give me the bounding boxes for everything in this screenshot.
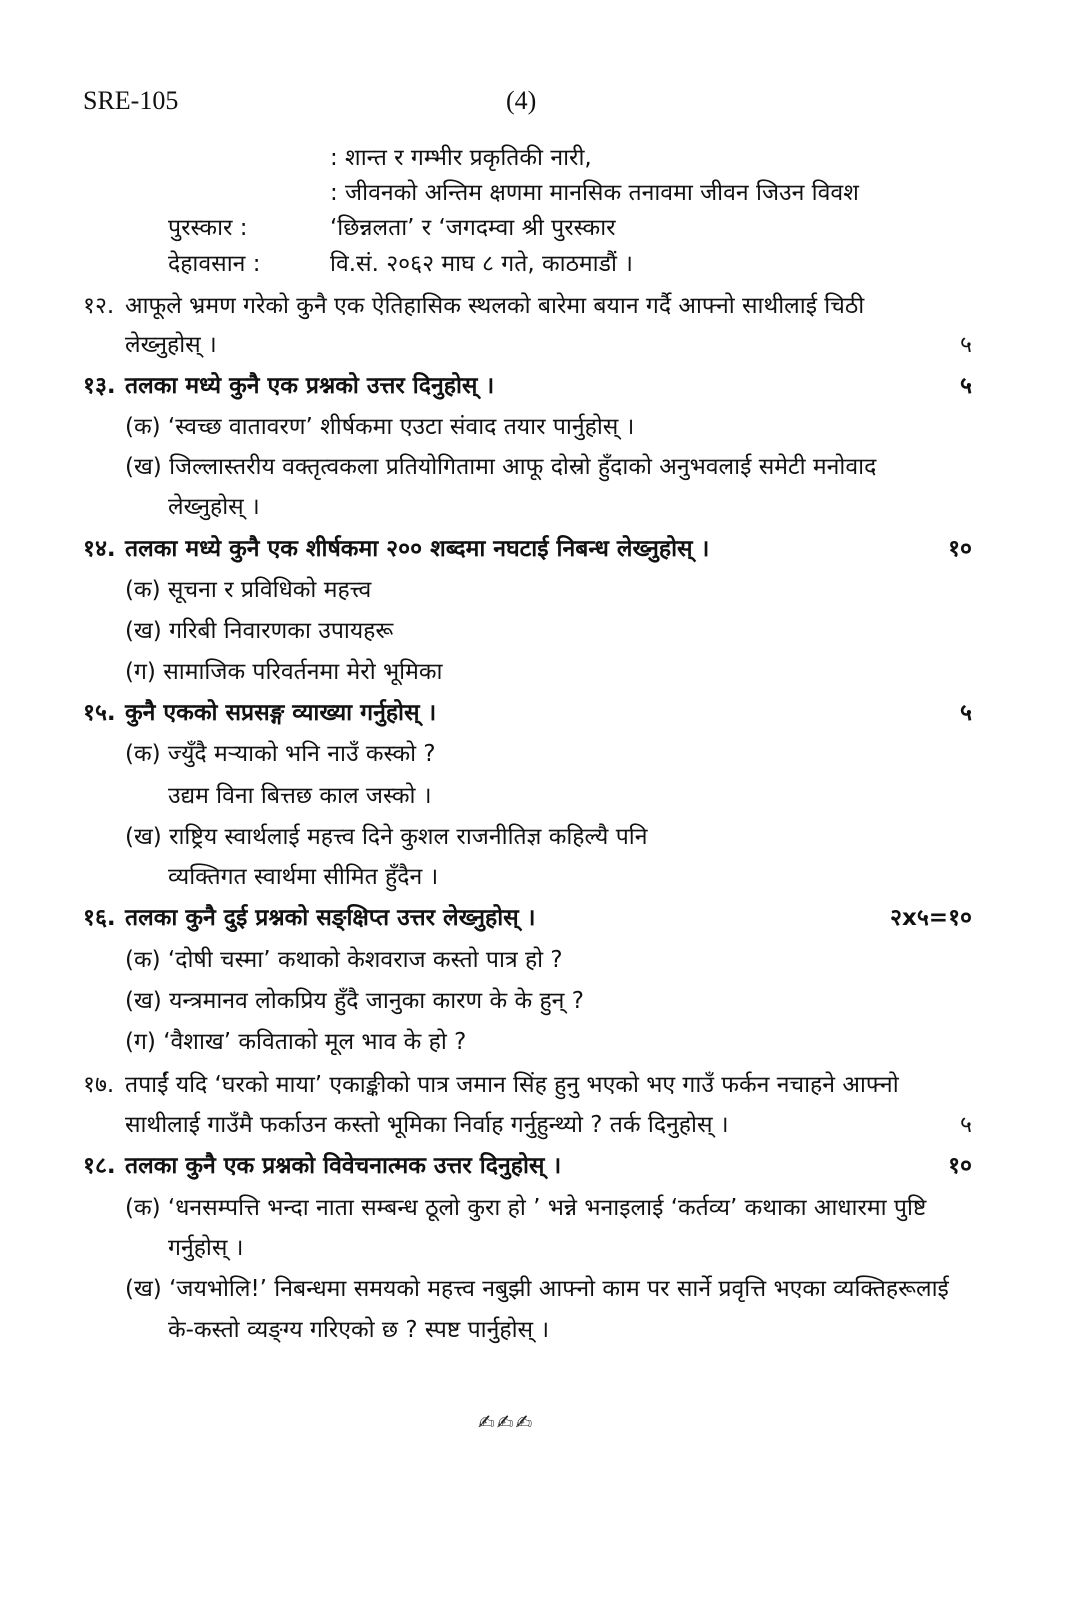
- q12-line-2: लेख्नुहोस् ।: [125, 332, 217, 358]
- q14-marks: १०: [948, 536, 972, 562]
- q14-option-a: (क) सूचना र प्रविधिको महत्त्व: [125, 577, 372, 603]
- q14-number: १४.: [83, 536, 116, 562]
- q14-option-c: (ग) सामाजिक परिवर्तनमा मेरो भूमिका: [125, 659, 443, 685]
- bio-line-2: : जीवनको अन्तिम क्षणमा मानसिक तनावमा जीवन जिउन विवश: [330, 180, 859, 206]
- q13-option-b-line-2: लेख्नुहोस् ।: [168, 494, 260, 520]
- q16-marks: २x५=१०: [890, 905, 972, 931]
- q15-number: १५.: [83, 700, 116, 726]
- q17-line-1: तपाईं यदि ‘घरको माया’ एकाङ्कीको पात्र जमान सिंह हुनु भएको भए गाउँ फर्कन नचाहने आफ्नो: [125, 1072, 899, 1098]
- award-label: पुरस्कार :: [168, 215, 248, 241]
- q15-option-b-line-2: व्यक्तिगत स्वार्थमा सीमित हुँदैन ।: [168, 864, 439, 890]
- q12-line-1: आफूले भ्रमण गरेको कुनै एक ऐतिहासिक स्थलको बारेमा बयान गर्दै आफ्नो साथीलाई चिठी: [125, 293, 865, 319]
- q17-marks: ५: [960, 1112, 972, 1138]
- q12-number: १२.: [83, 293, 115, 319]
- q15-title: कुनै एकको सप्रसङ्ग व्याख्या गर्नुहोस् ।: [125, 700, 437, 726]
- q14-title: तलका मध्ये कुनै एक शीर्षकमा २०० शब्दमा नघटाई निबन्ध लेख्नुहोस् ।: [125, 536, 710, 562]
- q17-number: १७.: [83, 1072, 115, 1098]
- q13-option-b-line-1: (ख) जिल्लास्तरीय वक्तृत्वकला प्रतियोगितामा आफू दोस्रो हुँदाको अनुभवलाई समेटी मनोवाद: [125, 454, 877, 480]
- q16-title: तलका कुनै दुई प्रश्नको सङ्क्षिप्त उत्तर लेख्नुहोस् ।: [125, 905, 536, 931]
- q18-option-a-line-1: (क) ‘धनसम्पत्ति भन्दा नाता सम्बन्ध ठूलो कुरा हो ’ भन्ने भनाइलाई ‘कर्तव्य’ कथाका आधारमा पुष्टि: [125, 1195, 927, 1221]
- end-ornament-icon: ✍✍✍: [478, 1410, 535, 1434]
- q12-marks: ५: [960, 332, 972, 358]
- q13-option-a: (क) ‘स्वच्छ वातावरण’ शीर्षकमा एउटा संवाद तयार पार्नुहोस् ।: [125, 414, 635, 440]
- q16-option-c: (ग) ‘वैशाख’ कविताको मूल भाव के हो ?: [125, 1029, 467, 1055]
- q18-option-a-line-2: गर्नुहोस् ।: [168, 1235, 244, 1261]
- q15-option-a-line-2: उद्यम विना बित्तछ काल जस्को ।: [168, 783, 432, 809]
- paper-code: SRE-105: [83, 86, 179, 115]
- q13-number: १३.: [83, 373, 116, 399]
- q18-title: तलका कुनै एक प्रश्नको विवेचनात्मक उत्तर दिनुहोस् ।: [125, 1153, 562, 1179]
- q15-marks: ५: [960, 700, 972, 726]
- q18-option-b-line-1: (ख) ‘जयभोलि!’ निबन्धमा समयको महत्त्व नबुझी आफ्नो काम पर सार्ने प्रवृत्ति भएका व्यक्तिहरूलाई: [125, 1276, 949, 1302]
- q13-title: तलका मध्ये कुनै एक प्रश्नको उत्तर दिनुहोस् ।: [125, 373, 495, 399]
- q14-option-b: (ख) गरिबी निवारणका उपायहरू: [125, 618, 394, 644]
- q16-number: १६.: [83, 905, 116, 931]
- q16-option-a: (क) ‘दोषी चस्मा’ कथाको केशवराज कस्तो पात्र हो ?: [125, 947, 563, 973]
- bio-line-1: : शान्त र गम्भीर प्रकृतिकी नारी,: [330, 145, 592, 171]
- death-value: वि.सं. २०६२ माघ ८ गते, काठमाडौं ।: [330, 251, 633, 277]
- q18-marks: १०: [948, 1153, 972, 1179]
- q13-marks: ५: [960, 373, 972, 399]
- q15-option-b-line-1: (ख) राष्ट्रिय स्वार्थलाई महत्त्व दिने कुशल राजनीतिज्ञ कहिल्यै पनि: [125, 824, 648, 850]
- q17-line-2: साथीलाई गाउँमै फर्काउन कस्तो भूमिका निर्वाह गर्नुहुन्थ्यो ? तर्क दिनुहोस् ।: [125, 1112, 729, 1138]
- q18-option-b-line-2: के-कस्तो व्यङ्ग्य गरिएको छ ? स्पष्ट पार्नुहोस् ।: [168, 1317, 550, 1343]
- q16-option-b: (ख) यन्त्रमानव लोकप्रिय हुँदै जानुका कारण के के हुन् ?: [125, 988, 584, 1014]
- q15-option-a-line-1: (क) ज्युँदै मर्‍याको भनि नाउँ कस्को ?: [125, 741, 436, 767]
- death-label: देहावसान :: [168, 251, 261, 277]
- award-value: ‘छिन्नलता’ र ‘जगदम्वा श्री पुरस्कार: [330, 215, 616, 241]
- q18-number: १८.: [83, 1153, 116, 1179]
- page-number: (4): [506, 86, 537, 115]
